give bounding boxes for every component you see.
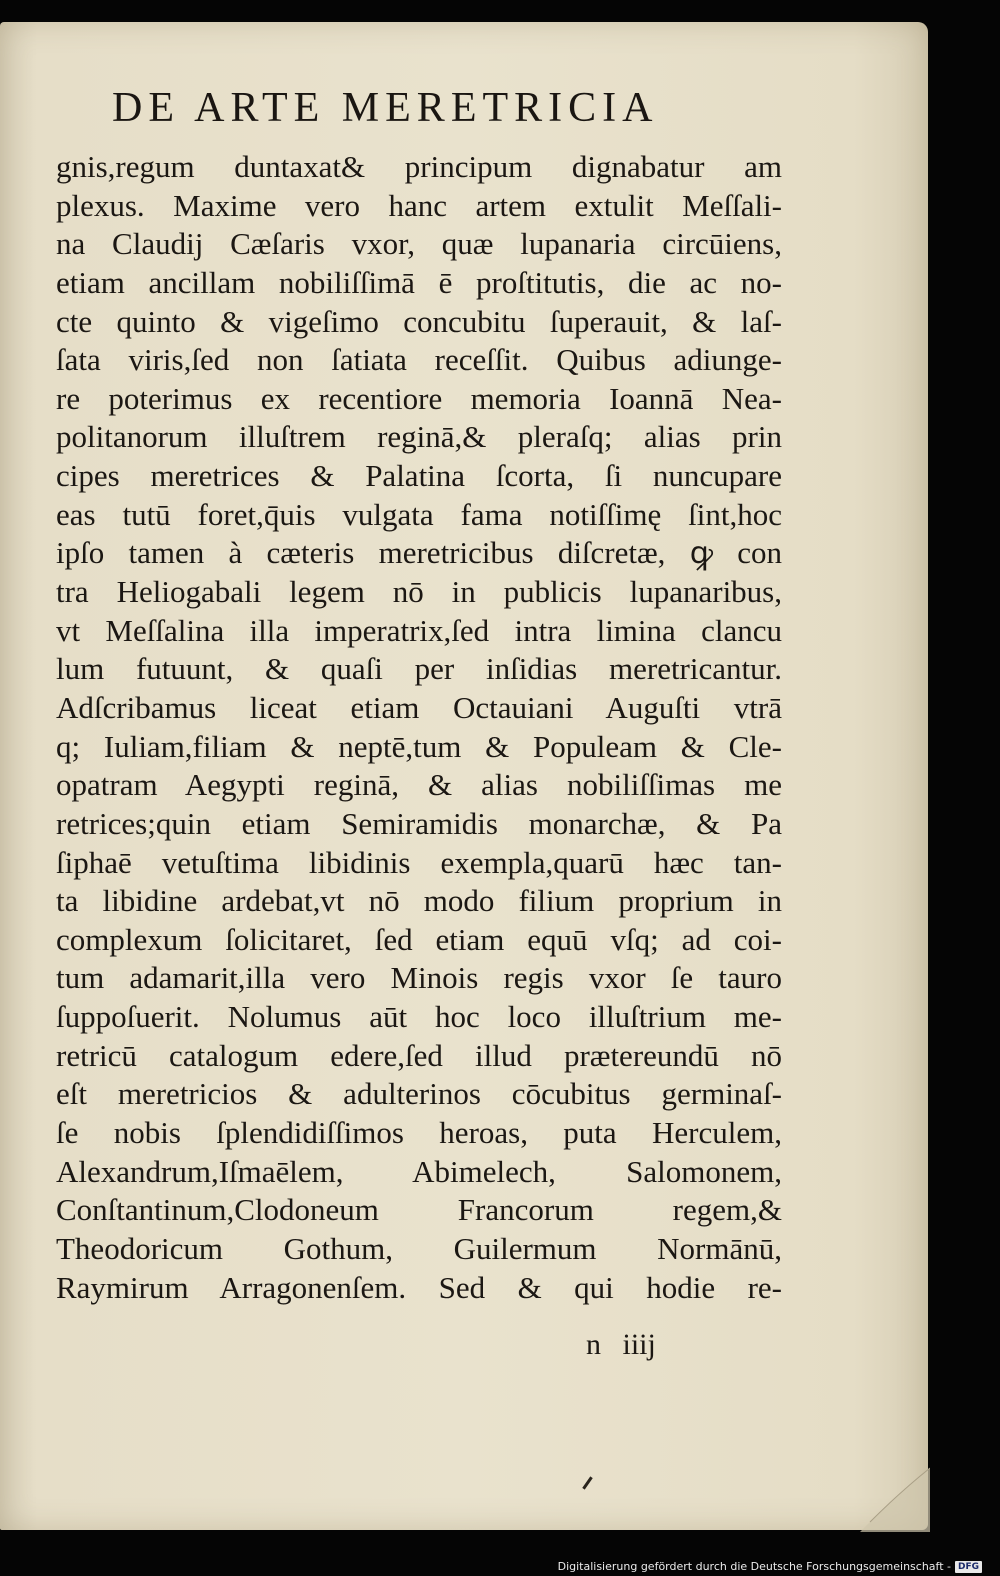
text-line: Raymirum Arragonenſem. Sed & qui hodie re-: [56, 1269, 782, 1305]
text-line: etiam ancillam nobiliſſimā ē proſtitutis, die ac no-: [56, 264, 782, 300]
text-line: cipes meretrices & Palatina ſcorta, ſi nuncupare: [56, 458, 782, 494]
digitization-footer: [558, 1560, 982, 1573]
running-head: DE ARTE MERETRICIA: [112, 85, 659, 131]
text-line: tra Heliogabali legem nō in publicis lupanaribus,: [56, 574, 782, 610]
text-line: retricū catalogum edere,ſed illud prætereundū nō: [56, 1037, 782, 1073]
text-line: Adſcribamus liceat etiam Octauiani Auguſti vtrā: [56, 689, 782, 725]
text-line: na Claudij Cæſaris vxor, quæ lupanaria circūiens,: [56, 226, 782, 262]
text-line: complexum ſolicitaret, ſed etiam equū vſq; ad coi-: [56, 921, 782, 957]
footer-credit: Digitalisierung gefördert durch die Deutsche Forschungsgemeinschaft -: [557, 1560, 951, 1573]
text-line: ta libidine ardebat,vt nō modo filium proprium in: [56, 883, 782, 919]
ink-mark: [582, 1476, 592, 1489]
body-text: [56, 148, 782, 1307]
text-line: ſuppoſuerit. Nolumus aūt hoc loco illuſtrium me-: [56, 999, 782, 1035]
dog-ear-corner: [860, 1462, 930, 1532]
text-line: q; Iuliam,filiam & neptē,tum & Populeam & Cle-: [56, 728, 782, 764]
text-line: lum futuunt, & quaſi per inſidias meretricantur.: [56, 651, 782, 687]
text-line: ſata viris,ſed non ſatiata receſſit. Quibus adiunge-: [56, 342, 782, 378]
text-line: eas tutū foret,q̄uis vulgata fama notiſſimę ſint,hoc: [56, 496, 782, 532]
text-line: ſiphaē vetuſtima libidinis exempla,quarū hæc tan-: [56, 844, 782, 880]
text-line: cte quinto & vigeſimo concubitu ſuperauit, & laſ-: [56, 303, 782, 339]
book-page: [0, 22, 928, 1530]
text-line: eſt meretricios & adulterinos cōcubitus germinaſ-: [56, 1076, 782, 1112]
text-line: Theodoricum Gothum, Guilermum Normānū,: [56, 1230, 782, 1266]
text-line: ſe nobis ſplendidiſſimos heroas, puta Herculem,: [56, 1115, 782, 1151]
dfg-logo: DFG: [955, 1561, 982, 1573]
text-line: Alexandrum,Iſmaēlem, Abimelech, Salomonem,: [56, 1153, 782, 1189]
signature-mark: n iiij: [586, 1328, 656, 1361]
text-line: Conſtantinum,Clodoneum Francorum regem,&: [56, 1192, 782, 1228]
text-line: plexus. Maxime vero hanc artem extulit Meſſali-: [56, 187, 782, 223]
text-line: vt Meſſalina illa imperatrix,ſed intra limina clancu: [56, 612, 782, 648]
text-line: ipſo tamen à cæteris meretricibus diſcretæ, ꝙ con: [56, 535, 782, 571]
text-line: retrices;quin etiam Semiramidis monarchæ, & Pa: [56, 805, 782, 841]
text-line: politanorum illuſtrem reginā,& pleraſq; alias prin: [56, 419, 782, 455]
text-line: opatram Aegypti reginā, & alias nobiliſſimas me: [56, 767, 782, 803]
text-line: re poterimus ex recentiore memoria Ioannā Nea-: [56, 380, 782, 416]
text-line: gnis,regum duntaxat& principum dignabatur am: [56, 149, 782, 184]
text-line: tum adamarit,illa vero Minois regis vxor ſe tauro: [56, 960, 782, 996]
